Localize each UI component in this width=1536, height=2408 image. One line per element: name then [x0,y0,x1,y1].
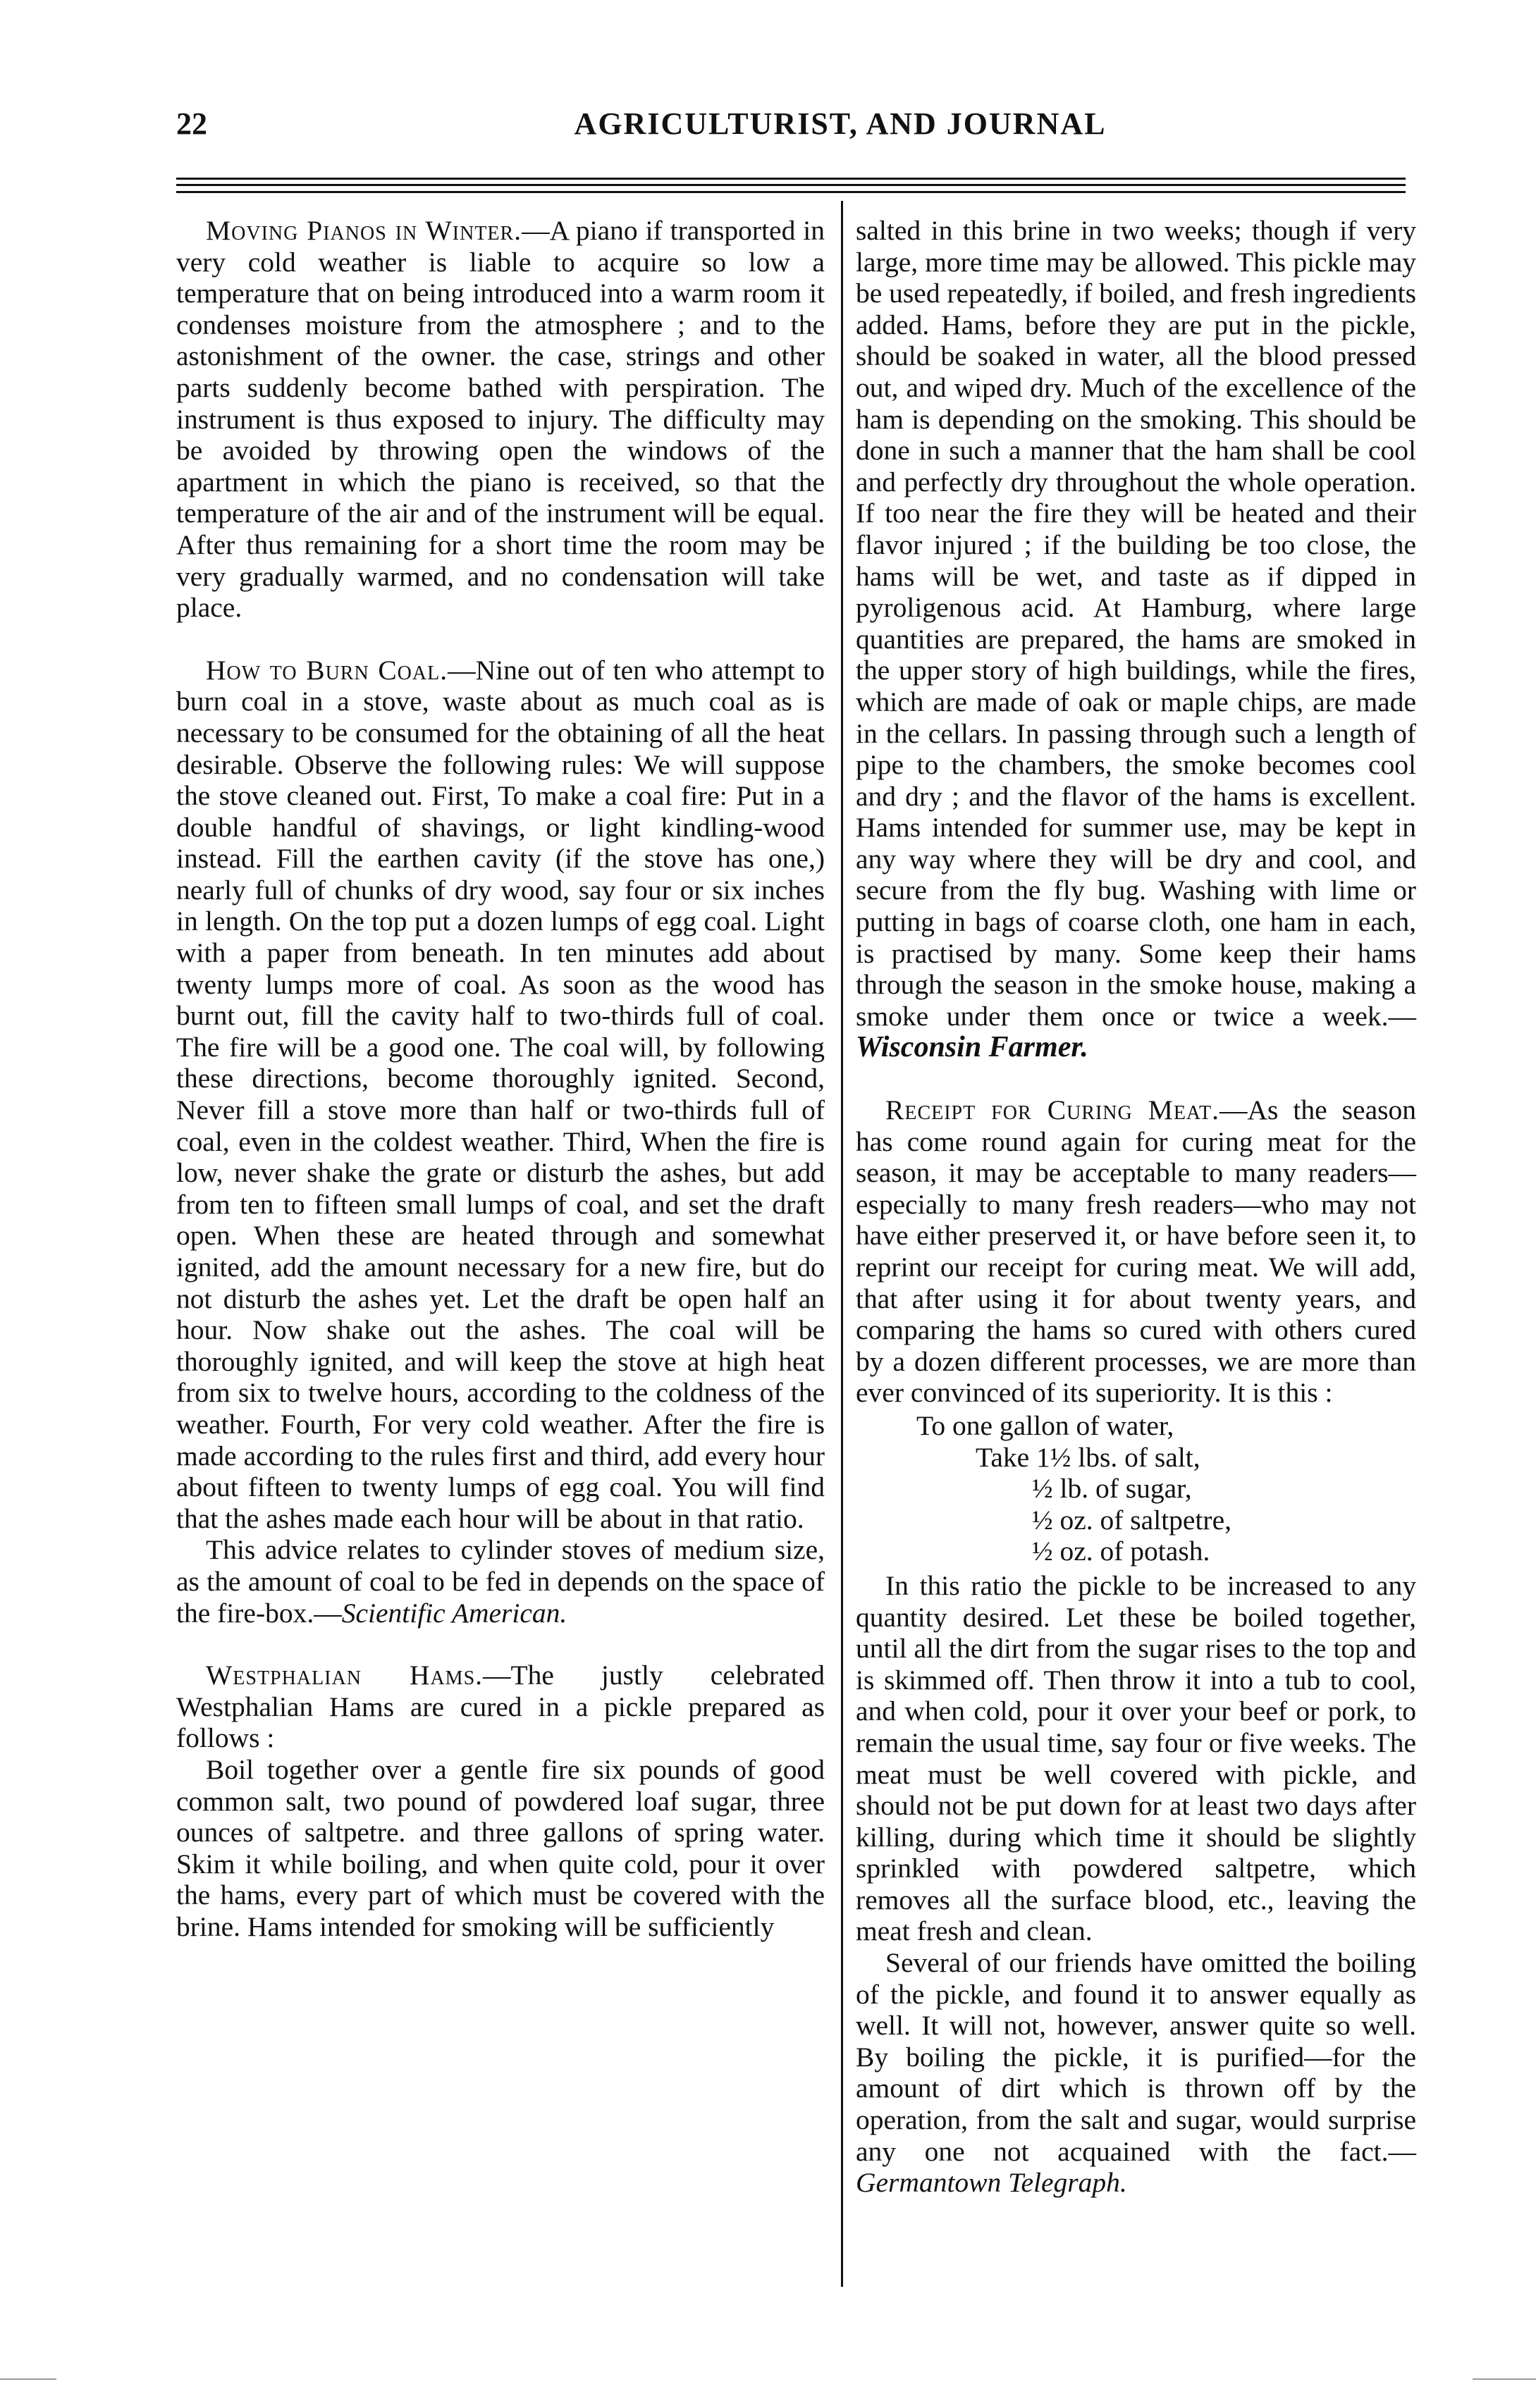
header-rule-middle [176,184,1406,186]
page-number: 22 [176,106,207,141]
recipe-line: ½ oz. of saltpetre, [1032,1504,1231,1536]
article-title: Receipt for Curing Meat. [885,1094,1220,1126]
page-edge-mark [1473,2378,1536,2380]
right-column [856,215,1416,2199]
article-body: Several of our friends have omitted the boiling of the pickle, and found it to answer equally as well. It will not, however, answer quite so well. By boiling the pickle, it is purified—for the amount of dirt which is thrown off by the operation, from the salt and sugar, would surprise any one not acquained with the fact.— [856,1947,1416,2167]
article-title: Westphalian Hams. [206,1660,484,1691]
header-rule-top [176,178,1406,180]
article-body: —A piano if transported in very cold weather is liable to acquire so low a temperature that on being introduced into a warm room it condenses moisture from the atmosphere ; and to the astonishment of the owner. the case, strings and other parts suddenly become bathed with perspiration. The instrument is thus exposed to injury. The difficulty may be avoided by throwing open the windows of the apartment in which the piano is received, so that the temperature of the air and of the instrument will be equal. After thus remaining for a short time the room may be very gradually warmed, and no condensation will take place. [176,215,825,624]
article-source: Germantown Telegraph. [856,2167,1127,2199]
article-burn-coal-closing [176,1534,825,1629]
article-curing-meat-body [856,1570,1416,1947]
article-body: —Nine out of ten who attempt to burn coal in a stove, waste about as much coal as is necessary to be consumed for the obtaining of all the heat desirable. Observe the following rules: We will suppose the stove cleaned out. First, To make a coal fire: Put in a double handful of shavings, or light kindling-wood instead. Fill the earthen cavity (if the stove has one,) nearly full of chunks of dry wood, say four or six inches in length. On the top put a dozen lumps of egg coal. Light with a paper from beneath. In ten minutes add about twenty lumps more of coal. As soon as the wood has burnt out, fill the cavity half to two-thirds full of coal. The fire will be a good one. The coal will, by following these directions, become thoroughly ignited. Second, Never fill a stove more than half or two-thirds full of coal, even in the coldest weather. Third, When the fire is low, never shake the grate or disturb the ashes, but add from ten to fifteen small lumps of coal, and set the draft open. When these are heated through and somewhat ignited, add the amount necessary for a new fire, but do not disturb the ashes yet. Let the draft be open half an hour. Now shake out the ashes. The coal will be thoroughly ignited, and will keep the stove at high heat from six to twelve hours, according to the coldness of the weather. Fourth, For very cold weather. After the fire is made according to the rules first and third, add every hour about fifteen to twenty lumps of egg coal. You will find that the ashes made each hour will be about in that ratio. [176,654,825,1534]
article-body: —The justly celebrated Westphalian Hams are cured in a pickle prepared as follows : [176,1660,825,1754]
left-column [176,215,825,1942]
article-curing-meat-intro [856,1094,1416,1409]
article-body: —As the season has come round again for curing meat for the season, it may be acceptable to many readers—especially to many fresh readers—who may not have either preserved it, or have before seen it, to reprint our receipt for curing meat. We will add, that after using it for about twenty years, and comparing the hams so cured with others cured by a dozen different processes, we are more than ever convinced of its superiority. It is this : [856,1094,1416,1409]
page-header [176,106,1406,162]
header-rule-bottom [176,191,1406,193]
recipe-line: ½ lb. of sugar, [1032,1473,1192,1505]
article-title: How to Burn Coal. [206,654,448,686]
article-burn-coal [176,655,825,1535]
article-body: salted in this brine in two weeks; though if very large, more time may be allowed. This pickle may be used repeatedly, if boiled, and fresh ingredients added. Hams, before they are put in the pickle, should be soaked in water, all the blood pressed out, and wiped dry. Much of the excellence of the ham is depending on the smoking. This should be done in such a manner that the ham shall be cool and perfectly dry throughout the whole operation. If too near the fire they will be heated and their flavor injured ; if the building be too close, the hams will be wet, and taste as if dipped in pyroligenous acid. At Hamburg, where large quantities are prepared, the hams are smoked in the upper story of high buildings, while the fires, which are made of oak or maple chips, are made in the cellars. In passing through such a length of pipe to the chambers, the smoke becomes cool and dry ; and the flavor of the hams is excellent. Hams intended for summer use, may be kept in any way where they will be dry and cool, and secure from the fly bug. Washing with lime or putting in bags of coarse cloth, one ham in each, is practised by many. Some keep their hams through the season in the smoke house, making a smoke under them once or twice a week.— [856,215,1416,1032]
recipe-line: To one gallon of water, [916,1409,1174,1441]
article-curing-meat-closing [856,1947,1416,2199]
article-westphalian-hams-intro [176,1660,825,1754]
article-body: In this ratio the pickle to be increased to any quantity desired. Let these be boiled together, until all the dirt from the sugar rises to the top and is skimmed off. Then throw it into a tub to cool, and when cold, pour it over your beef or pork, to remain the usual time, say four or five weeks. The meat must be well covered with pickle, and should not be put down for at least two days after killing, during which time it should be slightly sprinkled with powdered saltpetre, which removes all the surface blood, etc., leaving the meat fresh and clean. [856,1569,1416,1947]
article-title: Moving Pianos in Winter. [206,215,522,246]
article-source: Scientific American. [341,1597,567,1629]
article-westphalian-hams-continued [856,215,1416,1063]
journal-title: AGRICULTURIST, AND JOURNAL [574,106,1107,141]
article-body: This advice relates to cylinder stoves of medium size, as the amount of coal to be fed in depends on the space of the fire-box.— [176,1534,825,1629]
article-source: Wisconsin Farmer. [856,1031,1088,1064]
page-edge-mark [0,2378,56,2380]
recipe-list [856,1410,1416,1567]
recipe-line: Take 1½ lbs. of salt, [976,1441,1200,1473]
article-body: Boil together over a gentle fire six pounds of good common salt, two pound of powdered loaf sugar, three ounces of saltpetre. and three gallons of spring water. Skim it while boiling, and when quite cold, pour it over the hams, every part of which must be covered with the brine. Hams intended for smoking will be sufficiently [176,1753,825,1942]
recipe-line: ½ oz. of potash. [1032,1536,1210,1567]
column-divider [841,201,843,2287]
article-moving-pianos [176,215,825,624]
article-westphalian-hams-body [176,1754,825,1943]
